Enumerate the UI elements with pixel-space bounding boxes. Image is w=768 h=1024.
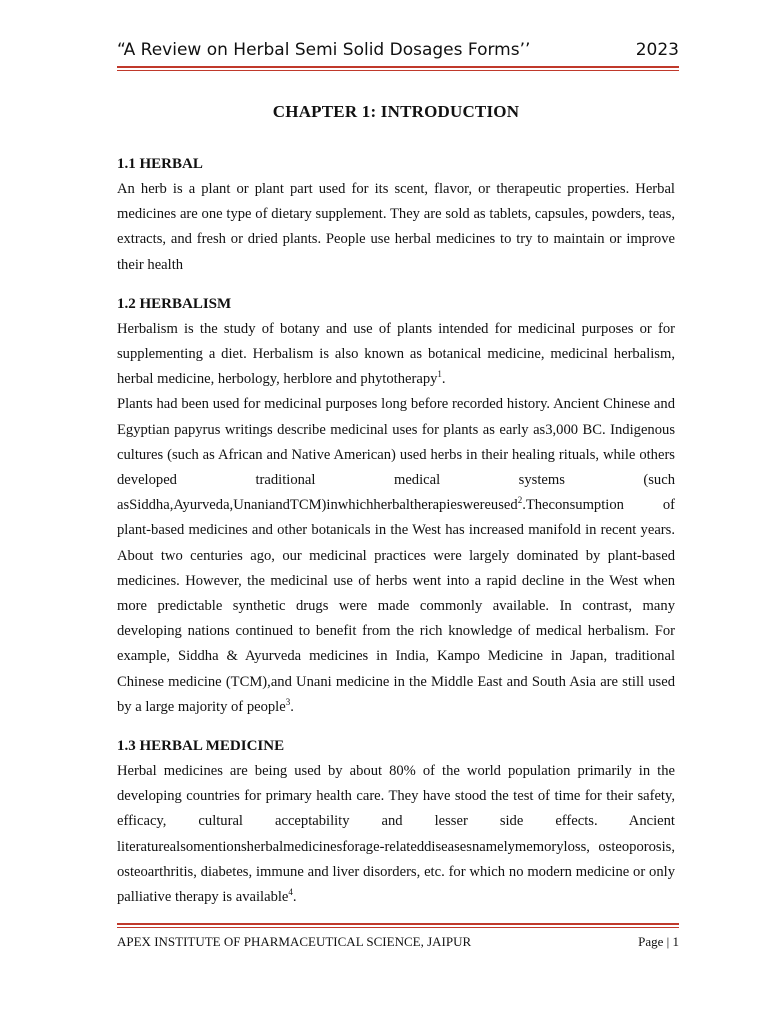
institute-name: APEX INSTITUTE OF PHARMACEUTICAL SCIENCE, JAIPUR <box>117 934 472 949</box>
document-year: 2023 <box>635 40 679 60</box>
footer-rule-thick <box>117 923 679 925</box>
document-title: “A Review on Herbal Semi Solid Dosages Forms’’ <box>117 40 531 60</box>
citation-ref: 1 <box>437 369 442 380</box>
chapter-title: CHAPTER 1: INTRODUCTION <box>272 102 520 121</box>
citation-ref: 2 <box>517 495 523 506</box>
citation-ref: 4 <box>288 887 293 898</box>
header-rule-thin <box>117 70 679 71</box>
header-rule-thick <box>117 66 679 68</box>
page-number: Page | 1 <box>638 934 679 949</box>
page-footer <box>117 934 679 950</box>
page-body <box>117 102 675 910</box>
section-heading-herbal: 1.1 HERBAL <box>117 156 203 172</box>
paragraph-herbalism-definition: Herbalism is the study of botany and use of plants intended for medicinal purposes or for supplementing a diet. Herbalism is also known as botanical medicine, medicinal herbalism, herbal medicine, herbology, herblore and phytotherapy$^1$. <box>117 320 675 388</box>
paragraph-herbal: An herb is a plant or plant part used for its scent, flavor, or therapeutic properties. Herbal medicines are one type of dietary supplement. They are sold as tablets, capsules, powders, teas, extracts, and fresh or dried plants. People use herbal medicines to try to maintain or improve their health <box>117 181 675 273</box>
citation-ref: 3 <box>285 697 291 707</box>
page-header <box>117 40 679 60</box>
footer-rule-thin <box>117 927 679 928</box>
section-heading-herbalism: 1.2 HERBALISM <box>117 295 232 312</box>
paragraph-herbalism-history: Plants had been used for medicinal purposes long before recorded history. Ancient Chinese and Egyptian papyrus writings describe medicinal uses for plants as early as3,000 BC. Indigenous cultures (such as African and Native American) used herbs in their healing rituals, while others developed traditional medical systems (such asSiddha,Ayurveda,UnaniandTCM)inwhichherbaltherapieswereused$^2$.Theconsumption of plant-based medicines and other botanicals in the West has increased manifold in recent years. About two centuries ago, our medicinal practices were largely dominated by plant-based medicines. However, the medicinal use of herbs went into a rapid decline in the West when more predictable synthetic drugs were made commonly available. In contrast, many developing nations continued to benefit from the rich knowledge of medical herbalism. For example, Siddha & Ayurveda medicines in India, Kampo Medicine in Japan, traditional Chinese medicine (TCM),and Unani medicine in the Middle East and South Asia are still used by a large majority of people$^3$. <box>117 396 675 715</box>
paragraph-herbal-medicine: Herbal medicines are being used by about 80% of the world population primarily in the developing countries for primary health care. They have stood the test of time for their safety, efficacy, cultural acceptability and lesser side effects. Ancient literaturealsomentionsherbalmedicinesforage-relateddiseasesnamelymemoryloss, osteoporosis, osteoarthritis, diabetes, immune and liver disorders, etc. for which no modern medicine or only palliative therapy is available$^4$. <box>117 763 675 906</box>
section-heading-herbal-medicine: 1.3 HERBAL MEDICINE <box>117 738 285 755</box>
